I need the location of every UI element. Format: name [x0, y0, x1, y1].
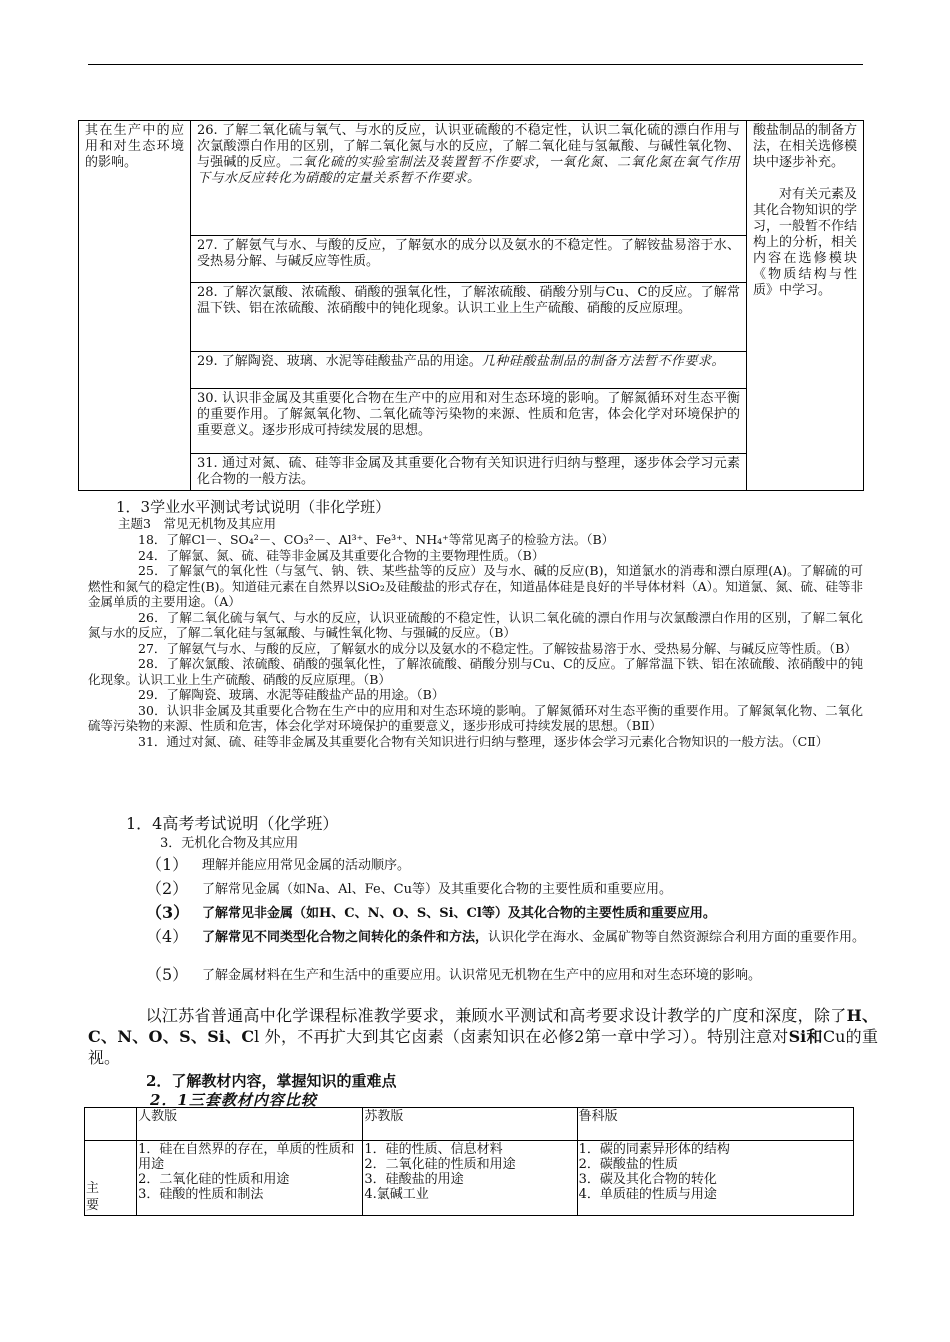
sujiao-cell: [363, 1141, 577, 1216]
summary-elements: H、C、N、O、S、Si、C: [88, 1006, 878, 1046]
summary-paragraph: [88, 1005, 878, 1068]
item-28-cell: [191, 283, 747, 352]
exam-item-3-number: （3）: [146, 903, 190, 922]
summary-part-1: 以江苏省普通高中化学课程标准教学要求，兼顾水平测试和高考要求设计教学的广度和深度，除了: [145, 1006, 847, 1025]
req-28: 28．了解次氯酸、浓硫酸、硝酸的强氧化性，了解浓硫酸、硝酸分别与Cu、C的反应。了解常温下铁、铝在浓硫酸、浓硝酸中的钝化现象。认识工业上生产硫酸、硝酸的反应原理。（B）: [88, 656, 863, 687]
right-column-text-1: 酸盐制品的制备方法，在相关选修模块中逐步补充。: [753, 123, 858, 170]
topic-3-heading: 主题3 常见无机物及其应用: [118, 516, 276, 531]
exam-item-4-text: 认识化学在海水、金属矿物等自然资源综合利用方面的重要作用。: [488, 930, 866, 945]
item-29-note: 几种硅酸盐制品的制备方法暂不作要求。: [481, 354, 725, 369]
item-31-cell: [191, 454, 747, 491]
exam-item-2: [146, 881, 886, 898]
luke-item-3: 3．碳及其化合物的转化: [578, 1172, 717, 1187]
header-empty: [85, 1108, 137, 1141]
luke-item-1: 1．碳的同素异形体的结构: [578, 1142, 730, 1157]
req-18: 18．了解Cl－、SO₄²－、CO₃²－、Al³⁺、Fe³⁺、NH₄⁺等常见离子的检验方法。（B）: [138, 532, 615, 547]
luke-item-2: 2．碳酸盐的性质: [578, 1157, 678, 1172]
renjiao-item-3: 3．硅酸的性质和制法: [138, 1187, 264, 1202]
header-rule: [88, 64, 863, 65]
req-27: 27．了解氨气与水、与酸的反应，了解氨水的成分以及氨水的不稳定性。了解铵盐易溶于水、受热易分解、与碱反应等性质。（B）: [138, 640, 857, 656]
header-sujiao: 苏教版: [363, 1108, 577, 1141]
sujiao-item-1: 1．硅的性质、信息材料: [364, 1142, 503, 1157]
exam-item-3-text: 了解常见非金属（如H、C、N、O、S、Si、Cl等）及其化合物的主要性质和重要应用。: [202, 906, 716, 921]
exam-item-5-number: （5）: [146, 965, 189, 984]
sujiao-item-4: 4.氯碱工业: [364, 1187, 429, 1202]
exam-item-2-number: （2）: [146, 879, 189, 898]
exam-item-4-text-bold: 了解常见不同类型化合物之间转化的条件和方法，: [202, 930, 489, 945]
item-26-cell: [191, 121, 747, 236]
renjiao-cell: [137, 1141, 363, 1216]
left-column-cell: [79, 121, 191, 491]
item-27-text: 27. 了解氨气与水、与酸的反应，了解氨水的成分以及氨水的不稳定性。了解铵盐易溶于水、受热易分解、与碱反应等性质。: [197, 238, 740, 269]
section-2-1-title: 2．1三套教材内容比较: [150, 1091, 317, 1109]
right-column-cell: [747, 121, 864, 491]
item-27-cell: [191, 236, 747, 283]
req-24: 24．了解氯、氮、硫、硅等非金属及其重要化合物的主要物理性质。（B）: [138, 547, 545, 563]
item-26-text: 26. 了解二氧化硫与氧气、与水的反应，认识亚硫酸的不稳定性，认识二氧化硫的漂白作用与次氯酸漂白作用的区别，了解二氧化氮与水的反应，了解二氧化硅与氢氟酸、与碱性氧化物、与强碱的反应。: [197, 123, 740, 170]
renjiao-item-2: 2．二氧化硅的性质和用途: [138, 1172, 290, 1187]
row-label-text: 主要: [86, 1181, 100, 1213]
section-1-4-subtitle: 3．无机化合物及其应用: [160, 836, 299, 851]
item-29-cell: [191, 352, 747, 389]
exam-item-4-number: （4）: [146, 927, 189, 946]
section-1-4-title: 1．4高考考试说明（化学班）: [126, 814, 339, 833]
req-26: 26．了解二氧化硫与氧气、与水的反应，认识亚硫酸的不稳定性，认识二氧化硫的漂白作用与次氯酸漂白作用的区别，了解二氧化氮与水的反应，了解二氧化硅与氢氟酸、与碱性氧化物、与强碱的反应。（B）: [88, 609, 863, 640]
item-28-text: 28. 了解次氯酸、浓硫酸、硝酸的强氧化性，了解浓硫酸、硝酸分别与Cu、C的反应。了解常温下铁、铝在浓硫酸、浓硝酸中的钝化现象。认识工业上生产硫酸、硝酸的反应原理。: [197, 285, 740, 316]
header-luke: 鲁科版: [577, 1108, 853, 1141]
item-29-text: 29. 了解陶瓷、玻璃、水泥等硅酸盐产品的用途。: [197, 354, 482, 369]
summary-part-3: Cu的重视。: [88, 1027, 878, 1067]
exam-item-5: [146, 967, 886, 984]
left-column-text: 其在生产中的应用和对生态环境的影响。: [85, 123, 184, 170]
req-31: 31．通过对氮、硫、硅等非金属及其重要化合物有关知识进行归纳与整理，逐步体会学习元素化合物知识的一般方法。（CⅡ）: [138, 733, 829, 749]
header-renjiao: 人教版: [137, 1108, 363, 1141]
exam-item-1-number: （1）: [146, 855, 189, 874]
req-30: 30．认识非金属及其重要化合物在生产中的应用和对生态环境的影响。了解氮循环对生态平衡的重要作用。了解氮氧化物、二氧化硫等污染物的来源、性质和危害，体会化学对环境保护的重要意义，逐步形成可持续发展的思想。（BⅡ）: [88, 702, 863, 733]
item-30-cell: [191, 389, 747, 454]
exam-item-4: [146, 929, 886, 946]
item-31-text: 31. 通过对氮、硫、硅等非金属及其重要化合物有关知识进行归纳与整理，逐步体会学习元素化合物的一般方法。: [197, 456, 740, 487]
requirements-table: [78, 120, 864, 491]
exam-item-3: [146, 905, 886, 922]
req-29: 29．了解陶瓷、玻璃、水泥等硅酸盐产品的用途。（B）: [138, 687, 445, 702]
exam-item-1-text: 理解并能应用常见金属的活动顺序。: [202, 858, 411, 873]
exam-item-5-text: 了解金属材料在生产和生活中的重要应用。认识常见无机物在生产中的应用和对生态环境的影响。: [202, 968, 762, 983]
row-label-main: [85, 1141, 137, 1216]
exam-item-1: [146, 857, 886, 874]
sujiao-item-2: 2．二氧化硅的性质和用途: [364, 1157, 516, 1172]
sujiao-item-3: 3．硅酸盐的用途: [364, 1172, 464, 1187]
item-30-text: 30. 认识非金属及其重要化合物在生产中的应用和对生态环境的影响。了解氮循环对生态平衡的重要作用。了解氮氧化物、二氧化硫等污染物的来源、性质和危害，体会化学对环境保护的重要意义。逐步形成可持续发展的思想。: [197, 391, 740, 438]
req-25: 25．了解氯气的氧化性（与氢气、钠、铁、某些盐等的反应）及与水、碱的反应(B)，知道氯水的消毒和漂白原理(A)。了解硫的可燃性和氮气的稳定性(B)。知道硅元素在自然界以SiO₂及硅酸盐的形式存在，知道晶体硅是良好的半导体材料（A）。知道氯、氮、硫、硅等非金属单质的主要用途。（A）: [88, 563, 863, 609]
exam-item-2-text: 了解常见金属（如Na、Al、Fe、Cu等）及其重要化合物的主要性质和重要应用。: [202, 882, 672, 897]
summary-si: Si和: [788, 1027, 823, 1046]
section-1-3-body: [88, 532, 863, 749]
renjiao-item-1: 1．硅在自然界的存在，单质的性质和用途: [138, 1142, 355, 1172]
right-column-text-2: 对有关元素及其化合物知识的学习，一般暂不作结构上的分析，相关内容在选修模块《物质结构与性质》中学习。: [753, 187, 858, 298]
textbook-comparison-table: [84, 1107, 854, 1216]
section-1-3-title: 1．3学业水平测试考试说明（非化学班）: [116, 498, 391, 516]
luke-cell: [577, 1141, 853, 1216]
section-2-title: 2．了解教材内容，掌握知识的重难点: [146, 1072, 397, 1090]
luke-item-4: 4．单质硅的性质与用途: [578, 1187, 717, 1202]
summary-part-2: l 外，不再扩大到其它卤素（卤素知识在必修2第一章中学习）。特别注意对: [254, 1027, 789, 1046]
item-26-note: 二氧化硫的实验室制法及装置暂不作要求，一氧化氮、二氧化氮在氧气作用下与水反应转化为硝酸的定量关系暂不作要求。: [197, 155, 740, 186]
